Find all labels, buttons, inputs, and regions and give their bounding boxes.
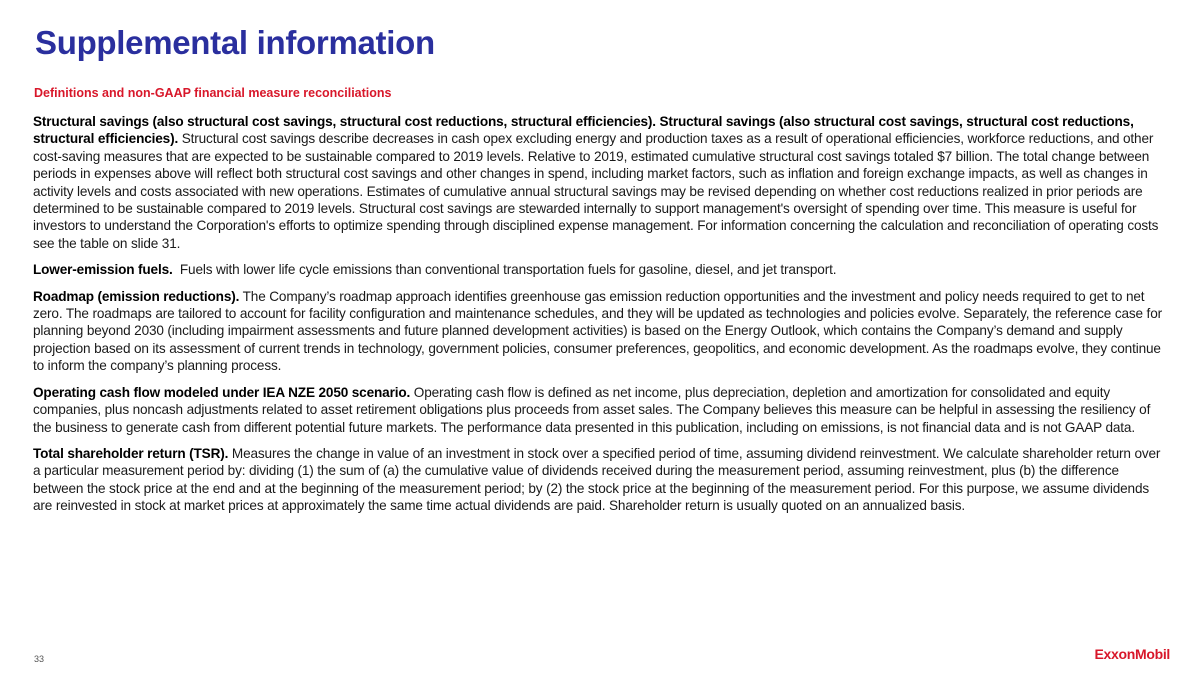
definition-operating-cash-flow <box>33 384 1165 436</box>
section-subtitle: Definitions and non-GAAP financial measure reconciliations <box>34 86 392 100</box>
definition-tsr <box>33 445 1165 515</box>
definitions-list <box>33 113 1165 524</box>
definition-term: Operating cash flow modeled under IEA NZE 2050 scenario. <box>33 384 411 400</box>
definition-structural-savings <box>33 113 1165 252</box>
definition-body: Operating cash flow is defined as net income, plus depreciation, depletion and amortization for consolidated and equity companies, plus noncash adjustments related to asset retirement obligations plus proceeds from asset sales. The Company believes this measure can be helpful in assessing the resiliency of the business to generate cash from different potential future markets. The performance data presented in this publication, including on emissions, is not financial data and is not GAAP data. <box>33 384 1151 435</box>
definition-body: Fuels with lower life cycle emissions than conventional transportation fuels for gasoline, diesel, and jet transport. <box>179 262 837 278</box>
page-number: 33 <box>34 654 45 664</box>
definition-body: The Company’s roadmap approach identifies greenhouse gas emission reduction opportunities and the investment and policy needs required to get to net zero. The roadmaps are tailored to account for facility configuration and maintenance schedules, and they will be updated as technologies and policies evolve. Separately, the reference case for planning beyond 2030 (including impairment assessments and future planned development activities) is based on the Energy Outlook, which contains the Company’s demand and supply projection based on its assessment of current trends in technology, government policies, consumer preferences, geopolitics, and economic development. As the roadmaps evolve, they continue to inform the company’s planning process. <box>33 288 1162 374</box>
slide-title: Supplemental information <box>35 24 435 61</box>
definition-term: Roadmap (emission reductions). <box>33 288 240 304</box>
definition-body: Structural cost savings describe decreases in cash opex excluding energy and production taxes as a result of operational efficiencies, workforce reductions, and other cost-saving measures that are expected to be sustainable compared to 2019 levels. Relative to 2019, estimated cumulative structural cost savings totaled $7 billion. The total change between periods in expenses above will reflect both structural cost savings and other changes in spend, including market factors, such as inflation and foreign exchange impacts, as well as changes in activity levels and costs associated with new operations. Estimates of cumulative annual structural savings may be revised depending on whether cost reductions realized in prior periods are determined to be sustainable compared to 2019 levels. Structural cost savings are stewarded internally to support management's oversight of spending over time. This measure is useful for investors to understand the Corporation's efforts to optimize spending through disciplined expense management. For information concerning the calculation and reconciliation of operating costs see the table on slide 31. <box>33 131 1159 251</box>
definition-term: Total shareholder return (TSR). <box>33 445 229 461</box>
definition-lower-emission-fuels <box>33 261 1165 278</box>
definition-term: Lower-emission fuels. <box>33 262 173 278</box>
exxonmobil-logo: ExxonMobil <box>1094 646 1170 662</box>
definition-roadmap <box>33 288 1165 375</box>
definition-term: Structural savings (also structural cost savings, structural cost reductions, structural efficiencies). Structural savings (also structural cost savings, structural cost reductions, structural efficiencies). <box>33 114 1134 147</box>
definition-body: Measures the change in value of an investment in stock over a specified period of time, assuming dividend reinvestment. We calculate shareholder return over a particular measurement period by: dividing (1) the sum of (a) the cumulative value of dividends received during the measurement period, assuming reinvestment, plus (b) the difference between the stock price at the end and at the beginning of the measurement period; by (2) the stock price at the beginning of the measurement period. For this purpose, we assume dividends are reinvested in stock at market prices at approximately the same time actual dividends are paid. Shareholder return is usually quoted on an annualized basis. <box>33 445 1161 514</box>
